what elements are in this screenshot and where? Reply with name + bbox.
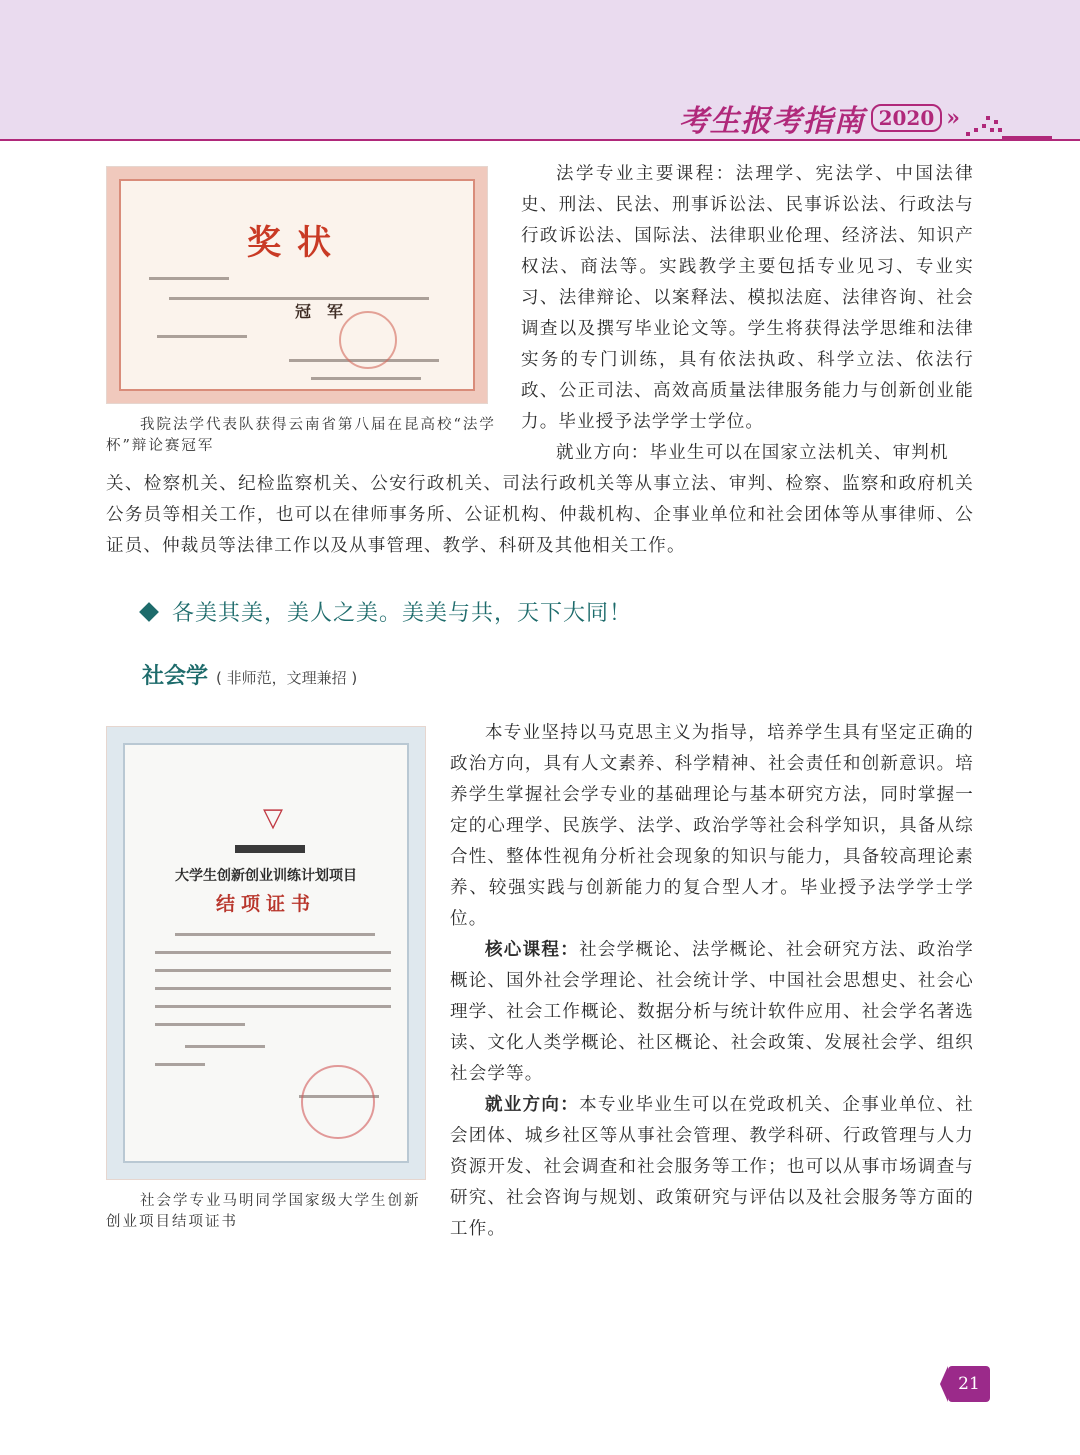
certificate-text-line: [155, 987, 391, 990]
section-subtitle: ( 非师范，文理兼招 ): [216, 669, 358, 687]
diamond-icon: [139, 602, 159, 622]
employment-label: 就业方向：: [485, 1095, 580, 1115]
certificate-text-line: [157, 335, 247, 338]
slogan: [142, 596, 632, 627]
certificate-award: 冠 军: [295, 302, 344, 321]
red-seal-icon: [339, 311, 397, 369]
certificate-text-line: [155, 969, 391, 972]
certificate-text-line: [175, 933, 375, 936]
certificate-frame: [119, 179, 475, 391]
publication-title: 考生报考指南: [678, 104, 865, 139]
law-employment-rest: 关、检察机关、纪检监察机关、公安行政机关、司法行政机关等从事立法、审判、检察、监察和政府机关公务员等相关工作，也可以在律师事务所、公证机构、仲裁机构、企事业单位和社会团体等从事律师、公证员、仲裁员等法律工作以及从事管理、教学、科研及其他相关工作。: [106, 474, 974, 556]
certificate-text-line: [149, 277, 229, 280]
core-courses-text: 社会学概论、法学概论、社会研究方法、政治学概论、国外社会学理论、社会统计学、中国社会思想史、社会心理学、社会工作概论、数据分析与统计软件应用、社会学名著选读、文化人类学概论、社区概论、社会政策、发展社会学、组织社会学等。: [450, 940, 974, 1084]
slogan-text: 各美其美，美人之美。美美与共，天下大同！: [172, 601, 633, 626]
sociology-intro-paragraph: 本专业坚持以马克思主义为指导，培养学生具有坚定正确的政治方向，具有人文素养、科学精神、社会责任和创新意识。培养学生掌握社会学专业的基础理论与基本研究方法，同时掌握一定的心理学、民族学、法学、政治学等社会科学知识，具备从综合性、整体性视角分析社会现象的知识与能力，具备较高理论素养、较强实践与创新能力的复合型人才。毕业授予法学学士学位。: [450, 723, 974, 929]
certificate-text-line: [185, 1045, 265, 1048]
certificate-text-line: [155, 1005, 391, 1008]
law-award-certificate-photo: [106, 166, 488, 404]
section-title: 社会学: [142, 664, 209, 689]
sociology-employment-paragraph: [450, 1090, 974, 1245]
publication-brand: [679, 98, 960, 138]
header-divider: [0, 139, 1080, 141]
red-seal-icon: [301, 1065, 375, 1139]
law-courses-paragraph: 法学专业主要课程：法理学、宪法学、中国法律史、刑法、民法、刑事诉讼法、民事诉讼法、行政法与行政诉讼法、国际法、法律职业伦理、经济法、知识产权法、商法等。实践教学主要包括专业见习、专业实习、法律辩论、以案释法、模拟法庭、法律咨询、社会调查以及撰写毕业论文等。学生将获得法学思维和法律实务的专门训练，具有依法执政、科学立法、依法行政、公正司法、高效高质量法律服务能力与创新创业能力。毕业授予法学学士学位。: [521, 164, 974, 432]
sociology-project-certificate-photo: [106, 726, 426, 1180]
certificate-frame: [123, 743, 409, 1163]
pixel-pattern-icon: [962, 108, 1052, 140]
page-number: 21: [948, 1366, 990, 1402]
law-employment-paragraph: [106, 438, 974, 562]
law-photo-caption: 我院法学代表队获得云南省第八届在昆高校“法学杯”辩论赛冠军: [106, 417, 496, 454]
sociology-heading: [142, 659, 357, 690]
certificate-heading: 大学生创新创业训练计划项目: [175, 868, 357, 884]
core-courses-label: 核心课程：: [485, 940, 580, 960]
law-employment-first-line: 就业方向：毕业生可以在国家立法机关、审判机: [556, 443, 949, 463]
employment-text: 本专业毕业生可以在党政机关、企事业单位、社会团体、城乡社区等从事社会管理、教学科研、行政管理与人力资源开发、社会调查和社会服务等工作；也可以从事市场调查与研究、社会咨询与规划、政策研究与评估以及社会服务等方面的工作。: [450, 1095, 974, 1239]
university-name-bar: [235, 845, 305, 853]
certificate-title: 奖状: [247, 223, 347, 263]
sociology-photo-caption: 社会学专业马明同学国家级大学生创新创业项目结项证书: [106, 1193, 421, 1230]
certificate-text-line: [155, 951, 391, 954]
university-emblem-icon: ▽: [263, 803, 283, 833]
certificate-title: 结项证书: [215, 893, 316, 915]
publication-year: 2020: [871, 104, 943, 132]
sociology-core-courses-paragraph: [450, 935, 974, 1090]
certificate-text-line: [155, 1063, 205, 1066]
certificate-text-line: [311, 377, 421, 380]
double-chevron-icon: »: [946, 105, 960, 131]
certificate-text-line: [155, 1023, 245, 1026]
